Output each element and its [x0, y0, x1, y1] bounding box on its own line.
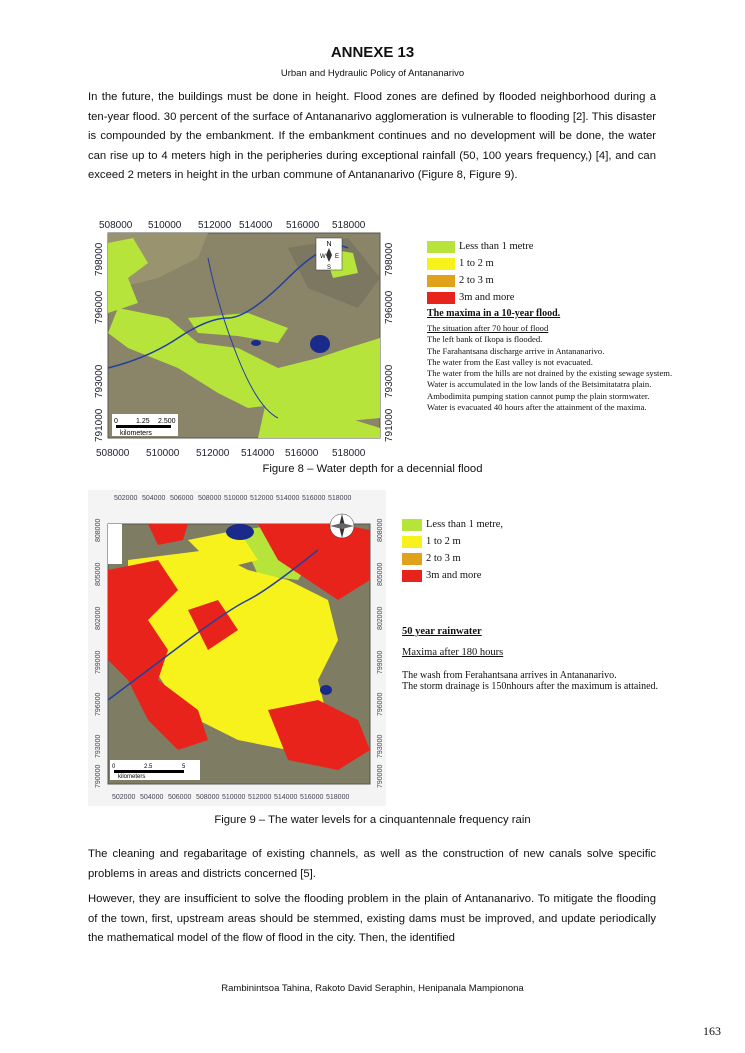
- svg-text:518000: 518000: [326, 794, 350, 801]
- svg-text:796000: 796000: [377, 692, 384, 716]
- figure8-caption: Figure 8 – Water depth for a decennial flood: [262, 463, 483, 475]
- svg-text:808000: 808000: [377, 518, 384, 542]
- svg-text:793000: 793000: [94, 364, 105, 398]
- f8-note-1: The situation after 70 hour of flood: [427, 323, 549, 333]
- svg-text:518000: 518000: [332, 448, 366, 459]
- f8-legend-item-2: 1 to 2 m: [427, 255, 697, 272]
- figure9-legend: [402, 516, 702, 692]
- svg-text:N: N: [326, 241, 332, 248]
- svg-text:510000: 510000: [222, 794, 246, 801]
- svg-text:510000: 510000: [146, 448, 180, 459]
- svg-text:798000: 798000: [384, 242, 395, 276]
- svg-text:1.25: 1.25: [136, 418, 150, 425]
- svg-text:796000: 796000: [384, 290, 395, 324]
- figure9-x-ticks-bottom: [112, 794, 349, 801]
- f9-scale-bar: [110, 760, 200, 780]
- figure8-x-ticks-top: [99, 220, 366, 231]
- however-paragraph: However, they are insufficient to solve the flooding problem in the plain of Antananarivo. To mitigate the flooding of the town, first, upstream areas should be stemmed, existing dams must be improved, and update periodically the mathematical model of the flow of flood in the city. Then, the identified: [88, 893, 656, 945]
- svg-text:512000: 512000: [248, 794, 272, 801]
- svg-text:512000: 512000: [196, 448, 230, 459]
- svg-text:793000: 793000: [95, 734, 102, 758]
- svg-text:790000: 790000: [377, 764, 384, 788]
- f8-north-arrow: [316, 238, 342, 271]
- svg-text:802000: 802000: [95, 606, 102, 630]
- svg-text:504000: 504000: [140, 794, 164, 801]
- figure8-map: [88, 218, 408, 460]
- f8-legend-item-4: 3m and more: [427, 289, 697, 306]
- svg-text:802000: 802000: [377, 606, 384, 630]
- svg-text:508000: 508000: [198, 495, 222, 502]
- f8-xtick-top-5: 516000: [286, 220, 320, 231]
- svg-text:5: 5: [182, 764, 186, 770]
- svg-text:805000: 805000: [377, 562, 384, 586]
- svg-text:504000: 504000: [142, 495, 166, 502]
- svg-text:510000: 510000: [224, 495, 248, 502]
- page-subtitle: Urban and Hydraulic Policy of Antananarivo: [280, 68, 465, 79]
- f8-legend-item-1: Less than 1 metre: [427, 238, 697, 255]
- f8-xtick-top-6: 518000: [332, 220, 366, 231]
- svg-text:0: 0: [112, 764, 116, 770]
- svg-text:0: 0: [114, 418, 118, 425]
- f8-xtick-top-3: 512000: [198, 220, 232, 231]
- f9-note-title-2: Maxima after 180 hours: [402, 647, 504, 658]
- svg-text:805000: 805000: [95, 562, 102, 586]
- f8-xtick-top-1: 508000: [99, 220, 133, 231]
- svg-text:514000: 514000: [276, 495, 300, 502]
- svg-text:516000: 516000: [300, 794, 324, 801]
- svg-text:514000: 514000: [241, 448, 275, 459]
- page-number: 163: [703, 1024, 721, 1038]
- figure9-caption: Figure 9 – The water levels for a cinquantennale frequency rain: [214, 814, 531, 826]
- svg-text:516000: 516000: [285, 448, 319, 459]
- page-title: ANNEXE 13: [330, 44, 415, 61]
- svg-text:2.500: 2.500: [158, 418, 176, 425]
- cleaning-paragraph: The cleaning and regabaritage of existing channels, as well as the construction of new canals solve specific problems in areas and districts concerned [5].: [88, 848, 656, 880]
- f9-legend-item-3: 2 to 3 m: [402, 550, 702, 567]
- f9-legend-item-2: 1 to 2 m: [402, 533, 702, 550]
- figure8-y-ticks-left: [94, 242, 105, 442]
- f8-note-7: Ambodimita pumping station cannot pump the plain stormwater.: [427, 390, 650, 401]
- intro-paragraph: In the future, the buildings must be done in height. Flood zones are defined by flooded neighborhood during a ten-year flood. 30 percent of the surface of Antananarivo agglomeration is vulnerable to flooding [2]. This disaster is compounded by the embankment. If the embankment continues and no development will be done, the water can rise up to 4 meters high in the peripheries during exceptional rainfall (50, 100 years frequency,) [4], and can exceed 2 meters in height in the urban commune of Antananarivo (Figure 8, Figure 9).: [88, 91, 656, 182]
- f8-xtick-top-2: 510000: [148, 220, 182, 231]
- figure9-map-svg: [88, 490, 386, 806]
- figure8-map-svg: [88, 218, 408, 460]
- f8-note-title: The maxima in a 10-year flood.: [427, 308, 561, 319]
- svg-text:508000: 508000: [196, 794, 220, 801]
- f8-note-3: The Farahantsana discharge arrive in Antananarivo.: [427, 345, 605, 356]
- svg-text:516000: 516000: [302, 495, 326, 502]
- f8-xtick-top-4: 514000: [239, 220, 273, 231]
- svg-text:S: S: [326, 265, 332, 271]
- svg-text:506000: 506000: [168, 794, 192, 801]
- svg-text:791000: 791000: [384, 408, 395, 442]
- svg-text:514000: 514000: [274, 794, 298, 801]
- svg-text:796000: 796000: [94, 290, 105, 324]
- svg-text:kilometers: kilometers: [118, 774, 146, 780]
- svg-text:506000: 506000: [170, 495, 194, 502]
- f9-legend-item-4: 3m and more: [402, 567, 702, 584]
- f8-note-4: The water from the East valley is not evacuated.: [427, 356, 593, 367]
- svg-text:799000: 799000: [95, 650, 102, 674]
- svg-text:2.5: 2.5: [144, 764, 153, 770]
- f8-note-6: Water is accumulated in the low lands of the Betsimitatatra plain.: [427, 379, 652, 390]
- svg-text:W: W: [320, 254, 326, 260]
- f9-north-arrow: [330, 514, 354, 538]
- svg-text:502000: 502000: [112, 794, 136, 801]
- svg-text:796000: 796000: [95, 692, 102, 716]
- figure8-x-ticks-bottom: [96, 448, 366, 459]
- svg-text:798000: 798000: [94, 242, 105, 276]
- figure9-map: [88, 490, 386, 806]
- f8-legend-item-3: 2 to 3 m: [427, 272, 697, 289]
- figure8-y-ticks-right: [384, 242, 395, 442]
- f9-note-1: The wash from Ferahantsana arrives in Antananarivo.: [402, 670, 617, 681]
- svg-text:502000: 502000: [114, 495, 138, 502]
- figure9-x-ticks-top: [114, 495, 351, 502]
- svg-text:518000: 518000: [328, 495, 352, 502]
- svg-text:512000: 512000: [250, 495, 274, 502]
- f8-note-8: Water is evacuated 40 hours after the attainment of the maxima.: [427, 402, 647, 413]
- f8-note-2: The left bank of Ikopa is flooded.: [427, 334, 543, 345]
- f9-note-2: The storm drainage is 150nhours after the maximum is attained.: [402, 681, 659, 692]
- svg-text:808000: 808000: [95, 518, 102, 542]
- svg-text:793000: 793000: [384, 364, 395, 398]
- svg-text:790000: 790000: [95, 764, 102, 788]
- svg-text:793000: 793000: [377, 734, 384, 758]
- f9-note-title-1: 50 year rainwater: [402, 626, 482, 637]
- figure8-legend: [427, 238, 697, 413]
- svg-text:508000: 508000: [96, 448, 130, 459]
- f8-note-5: The water from the hills are not drained by the existing sewage system.: [427, 368, 673, 379]
- svg-text:791000: 791000: [94, 408, 105, 442]
- footer-authors: Rambinintsoa Tahina, Rakoto David Seraphin, Henipanala Mampionona: [221, 983, 524, 994]
- svg-text:799000: 799000: [377, 650, 384, 674]
- svg-text:E: E: [335, 254, 340, 260]
- f9-legend-item-1: Less than 1 metre,: [402, 516, 702, 533]
- f8-scale-bar: [112, 414, 178, 437]
- svg-text:kilometers: kilometers: [120, 430, 152, 437]
